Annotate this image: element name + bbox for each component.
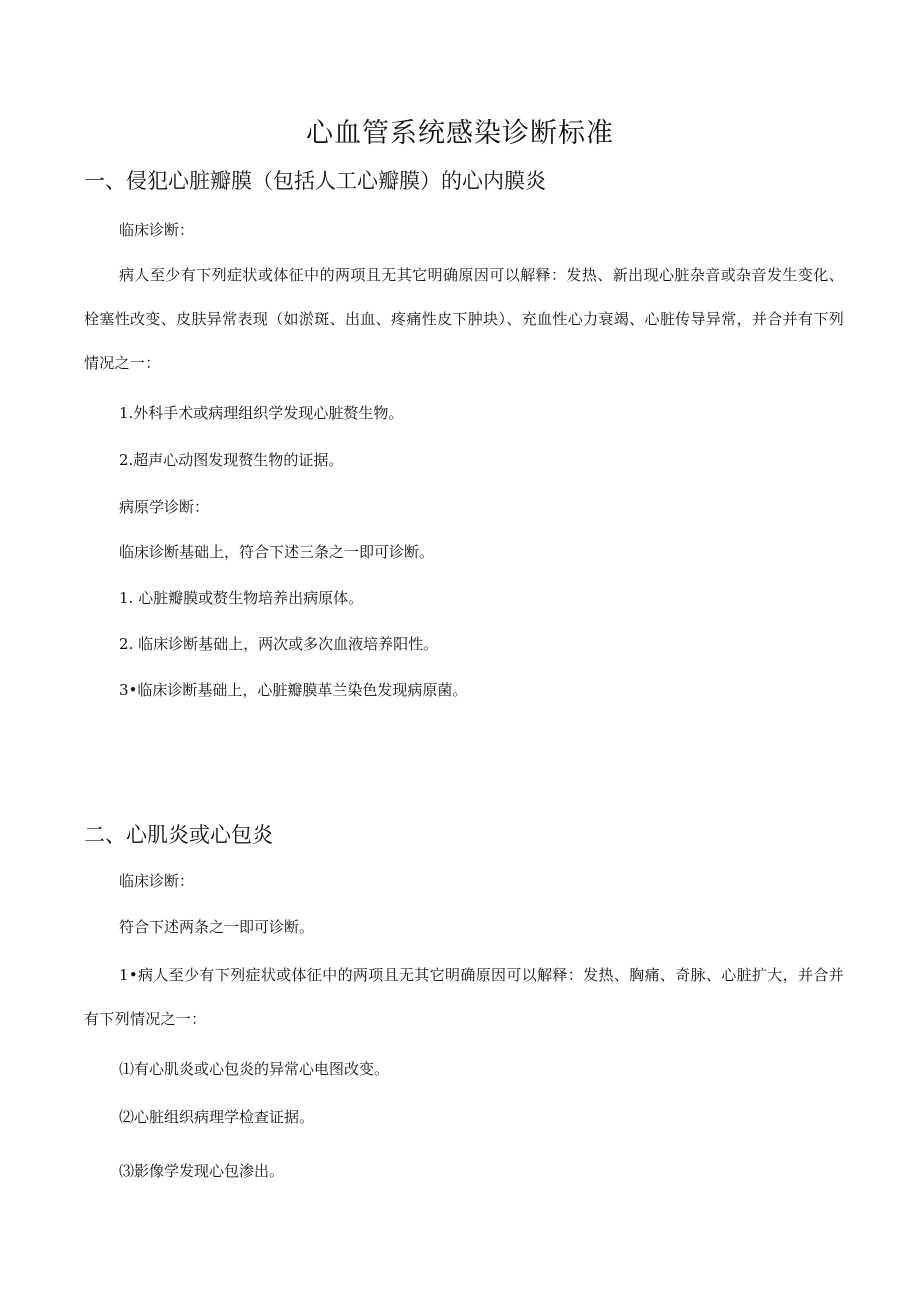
section-1-clinical-label: 临床诊断： [119,221,195,239]
section-2-clinical-label: 临床诊断： [119,872,195,890]
section-1-heading: 一、侵犯心脏瓣膜（包括人工心瓣膜）的心内膜炎 [84,169,546,193]
section-2-clinical-paragraph: 1•病人至少有下列症状或体征中的两项且无其它明确原因可以解释：发热、胸痛、奇脉、心脏扩大，并合并有下列情况之一： [84,966,844,1028]
section-2-sub-item: ⑵心脏组织病理学检查证据。 [119,1108,315,1126]
section-1-clinical-paragraph: 病人至少有下列症状或体征中的两项且无其它明确原因可以解释：发热、新出现心脏杂音或杂音发生变化、栓塞性改变、皮肤异常表现（如淤斑、出血、疼痛性皮下肿块）、充血性心力衰竭、心脏传导异常，并合并有下列情况之一： [84,266,844,372]
section-1-pathogen-item: 1. 心脏瓣膜或赘生物培养出病原体。 [119,589,364,607]
section-2-clinical-intro: 符合下述两条之一即可诊断。 [119,918,315,936]
section-2-heading: 二、心肌炎或心包炎 [84,823,273,847]
section-1-pathogen-item: 2. 临床诊断基础上，两次或多次血液培养阳性。 [119,635,439,653]
section-2-sub-item: ⑴有心肌炎或心包炎的异常心电图改变。 [119,1060,390,1078]
section-1-pathogen-intro: 临床诊断基础上，符合下述三条之一即可诊断。 [119,543,435,561]
section-1-clinical-item: 2.超声心动图发现赘生物的证据。 [119,451,344,469]
section-1-clinical-item: 1.外科手术或病理组织学发现心脏赘生物。 [119,404,404,422]
section-2-sub-item: ⑶影像学发现心包渗出。 [119,1162,285,1180]
section-1-pathogen-label: 病原学诊断： [119,498,210,516]
section-1-pathogen-item: 3•临床诊断基础上，心脏瓣膜革兰染色发现病原菌。 [119,681,468,699]
document-title: 心血管系统感染诊断标准 [306,118,614,149]
